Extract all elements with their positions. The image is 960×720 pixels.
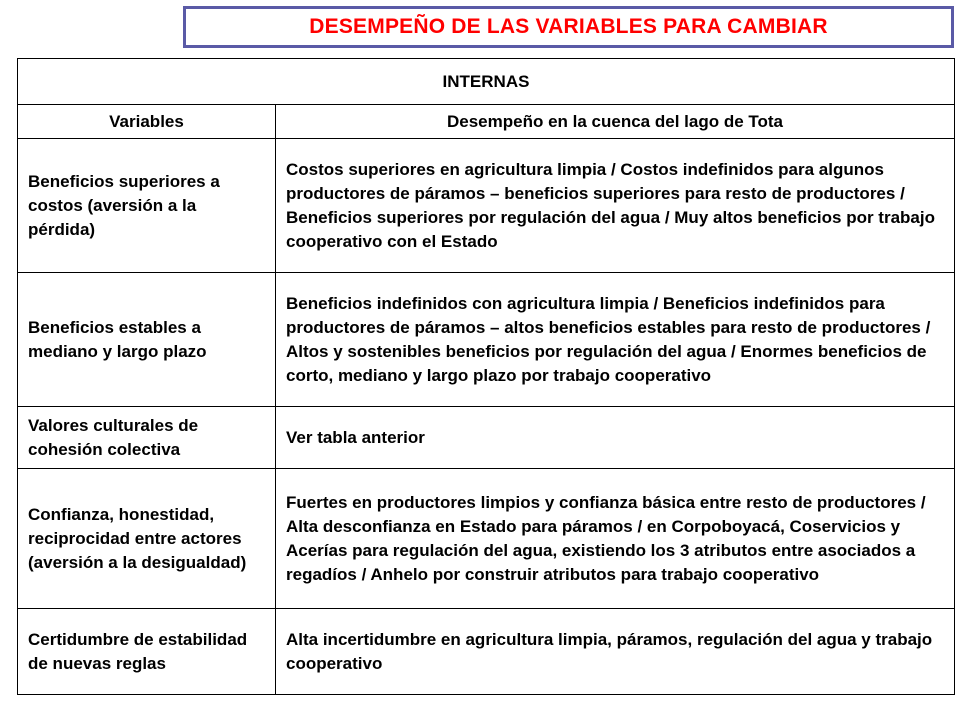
column-header-desempeno: Desempeño en la cuenca del lago de Tota <box>276 105 955 139</box>
variable-cell: Valores culturales de cohesión colectiva <box>18 407 276 469</box>
variable-cell: Confianza, honestidad, reciprocidad entre actores (aversión a la desigualdad) <box>18 469 276 609</box>
title-box <box>183 6 954 48</box>
variable-cell: Beneficios estables a mediano y largo plazo <box>18 273 276 407</box>
desempeno-cell: Beneficios indefinidos con agricultura limpia / Beneficios indefinidos para productores de páramos – altos beneficios estables para resto de productores / Altos y sostenibles beneficios por regulación del agua / Enormes beneficios de corto, mediano y largo plazo por trabajo cooperativo <box>276 273 955 407</box>
variable-cell: Beneficios superiores a costos (aversión a la pérdida) <box>18 139 276 273</box>
section-header-row <box>18 59 955 105</box>
column-header-row <box>18 105 955 139</box>
column-header-variables: Variables <box>18 105 276 139</box>
performance-table <box>17 58 955 695</box>
desempeno-cell: Alta incertidumbre en agricultura limpia, páramos, regulación del agua y trabajo cooperativo <box>276 609 955 695</box>
table-row <box>18 407 955 469</box>
desempeno-cell: Costos superiores en agricultura limpia / Costos indefinidos para algunos productores de páramos – beneficios superiores para resto de productores / Beneficios superiores por regulación del agua / Muy altos beneficios por trabajo cooperativo con el Estado <box>276 139 955 273</box>
desempeno-cell: Fuertes en productores limpios y confianza básica entre resto de productores / Alta desconfianza en Estado para páramos / en Corpoboyacá, Coservicios y Acerías para regulación del agua, existiendo los 3 atributos entre asociados a regadíos / Anhelo por construir atributos para trabajo cooperativo <box>276 469 955 609</box>
table-row <box>18 139 955 273</box>
variable-cell: Certidumbre de estabilidad de nuevas reglas <box>18 609 276 695</box>
section-header: INTERNAS <box>18 59 955 105</box>
desempeno-cell: Ver tabla anterior <box>276 407 955 469</box>
table-row <box>18 469 955 609</box>
page-title: DESEMPEÑO DE LAS VARIABLES PARA CAMBIAR <box>309 15 828 38</box>
table-row <box>18 273 955 407</box>
table-row <box>18 609 955 695</box>
